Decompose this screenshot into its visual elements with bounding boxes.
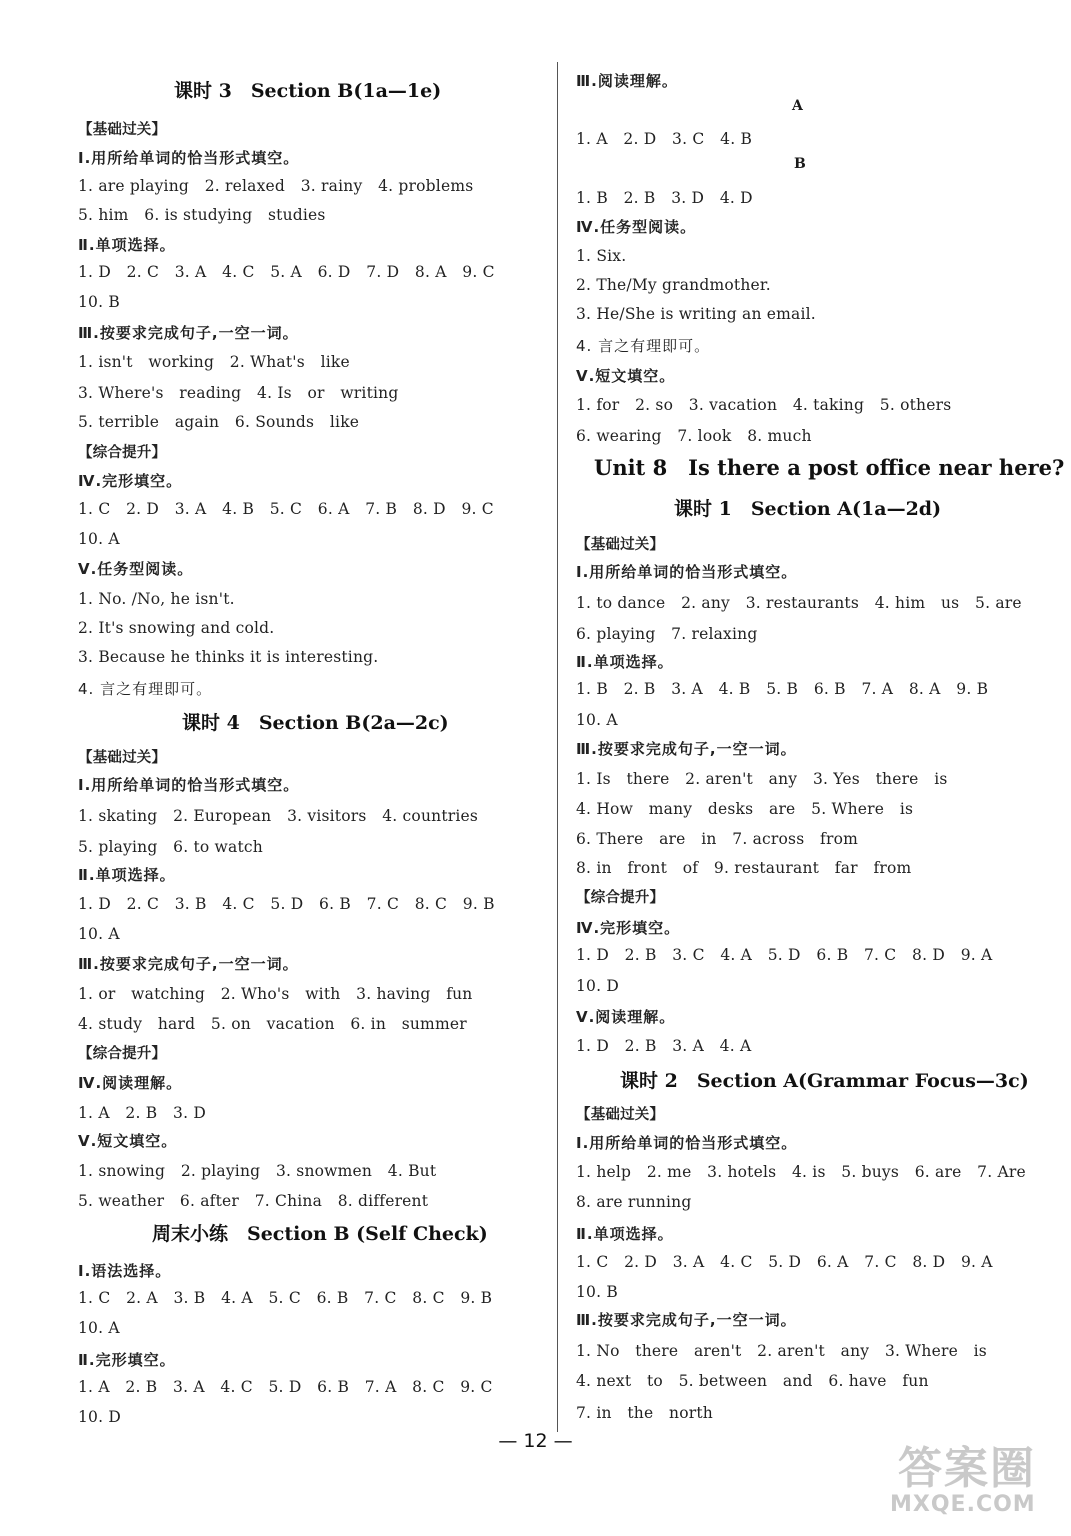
answer-line: 1. to dance 2. any 3. restaurants 4. him us 5. are	[576, 594, 1022, 612]
question-heading: Ⅰ.用所给单词的恰当形式填空。	[78, 149, 300, 167]
answer-line: 1. A 2. B 3. D	[78, 1104, 206, 1122]
passage-label: B	[794, 156, 806, 172]
section-tag: 【综合提升】	[576, 890, 665, 906]
answer-line: 1. or watching 2. Who's with 3. having fun	[78, 985, 473, 1003]
answer-line: 5. weather 6. after 7. China 8. different	[78, 1192, 429, 1210]
answer-line: 5. playing 6. to watch	[78, 838, 263, 856]
answer-line: 1. B 2. B 3. A 4. B 5. B 6. B 7. A 8. A 9. B	[576, 680, 989, 698]
question-heading: Ⅴ.阅读理解。	[576, 1008, 676, 1026]
answer-line: 10. A	[78, 530, 120, 548]
answer-line: 1. D 2. B 3. A 4. A	[576, 1037, 752, 1055]
answer-line: 5. him 6. is studying studies	[78, 206, 326, 224]
passage-label: A	[792, 98, 803, 114]
lesson-title: 课时 4 Section B(2a—2c)	[182, 712, 449, 734]
question-heading: Ⅰ.语法选择。	[78, 1262, 172, 1280]
page-number: — 12 —	[498, 1430, 573, 1452]
answer-line: 1. help 2. me 3. hotels 4. is 5. buys 6. are 7. Are	[576, 1163, 1026, 1181]
answer-line: 1. No. /No, he isn't.	[78, 590, 235, 608]
answer-line: 1. D 2. B 3. C 4. A 5. D 6. B 7. C 8. D 9. A	[576, 946, 993, 964]
answer-line: 6. wearing 7. look 8. much	[576, 427, 812, 445]
question-heading: Ⅲ.按要求完成句子,一空一词。	[78, 955, 299, 973]
question-heading: Ⅱ.单项选择。	[576, 653, 674, 671]
answer-line: 8. in front of 9. restaurant far from	[576, 859, 912, 877]
question-heading: Ⅱ.单项选择。	[576, 1225, 674, 1243]
question-heading: Ⅱ.完形填空。	[78, 1351, 176, 1369]
answer-line: 10. A	[78, 925, 120, 943]
answer-line: 6. There are in 7. across from	[576, 830, 859, 848]
question-heading: Ⅳ.任务型阅读。	[576, 218, 697, 236]
section-tag: 【基础过关】	[78, 750, 167, 766]
question-heading: Ⅲ.按要求完成句子,一空一词。	[576, 740, 797, 758]
question-heading: Ⅰ.用所给单词的恰当形式填空。	[78, 776, 300, 794]
answer-line: 1. Is there 2. aren't any 3. Yes there is	[576, 770, 948, 788]
answer-line: 6. playing 7. relaxing	[576, 625, 758, 643]
question-heading: Ⅳ.阅读理解。	[78, 1074, 183, 1092]
question-heading: Ⅳ.完形填空。	[576, 919, 681, 937]
question-heading: Ⅲ.阅读理解。	[576, 72, 678, 90]
answer-line: 1. D 2. C 3. B 4. C 5. D 6. B 7. C 8. C 9. B	[78, 895, 495, 913]
lesson-title: 课时 2 Section A(Grammar Focus—3c)	[620, 1070, 1029, 1092]
answer-line: 8. are running	[576, 1193, 692, 1211]
section-tag: 【基础过关】	[78, 122, 167, 138]
answer-line: 3. Because he thinks it is interesting.	[78, 648, 379, 666]
answer-line: 1. C 2. D 3. A 4. B 5. C 6. A 7. B 8. D 9. C	[78, 500, 494, 518]
section-tag: 【综合提升】	[78, 445, 167, 461]
answer-line: 1. snowing 2. playing 3. snowmen 4. But	[78, 1162, 437, 1180]
answer-line: 10. B	[78, 293, 120, 311]
column-divider	[557, 62, 558, 1432]
section-tag: 【基础过关】	[576, 1107, 665, 1123]
answer-line: 5. terrible again 6. Sounds like	[78, 413, 360, 431]
answer-line: 3. He/She is writing an email.	[576, 305, 816, 323]
lesson-title: 周末小练 Section B (Self Check)	[152, 1223, 488, 1245]
section-tag: 【基础过关】	[576, 537, 665, 553]
answer-line: 1. skating 2. European 3. visitors 4. countries	[78, 807, 479, 825]
answer-line: 3. Where's reading 4. Is or writing	[78, 384, 399, 402]
question-heading: Ⅴ.短文填空。	[576, 367, 676, 385]
answer-line: 1. for 2. so 3. vacation 4. taking 5. others	[576, 396, 952, 414]
watermark-text: 答案圈	[898, 1443, 1036, 1494]
lesson-title: 课时 1 Section A(1a—2d)	[674, 498, 942, 520]
answer-line: 10. D	[576, 977, 620, 995]
answer-line: 2. It's snowing and cold.	[78, 619, 275, 637]
answer-line: 1. A 2. B 3. A 4. C 5. D 6. B 7. A 8. C 9. C	[78, 1378, 493, 1396]
answer-line: 2. The/My grandmother.	[576, 276, 771, 294]
watermark-url: MXQE.COM	[890, 1492, 1036, 1517]
question-heading: Ⅱ.单项选择。	[78, 236, 176, 254]
watermark-logo	[890, 1430, 1060, 1530]
question-heading: Ⅱ.单项选择。	[78, 866, 176, 884]
answer-line: 7. in the north	[576, 1404, 713, 1422]
answer-line: 1. A 2. D 3. C 4. B	[576, 130, 753, 148]
section-tag: 【综合提升】	[78, 1046, 167, 1062]
answer-line: 1. isn't working 2. What's like	[78, 353, 350, 371]
lesson-title: 课时 3 Section B(1a—1e)	[174, 80, 442, 102]
unit-title: Unit 8 Is there a post office near here?	[594, 455, 1065, 480]
answer-line: 1. are playing 2. relaxed 3. rainy 4. problems	[78, 177, 474, 195]
question-heading: Ⅰ.用所给单词的恰当形式填空。	[576, 1134, 798, 1152]
answer-line: 10. D	[78, 1408, 122, 1426]
answer-line: 4. study hard 5. on vacation 6. in summer	[78, 1015, 467, 1033]
answer-line: 4. next to 5. between and 6. have fun	[576, 1372, 929, 1390]
answer-line: 10. A	[78, 1319, 120, 1337]
answer-line: 1. D 2. C 3. A 4. C 5. A 6. D 7. D 8. A 9. C	[78, 263, 495, 281]
answer-line: 10. B	[576, 1283, 618, 1301]
answer-line: 10. A	[576, 711, 618, 729]
answer-line: 1. B 2. B 3. D 4. D	[576, 189, 753, 207]
question-heading: Ⅴ.短文填空。	[78, 1132, 178, 1150]
question-heading: Ⅲ.按要求完成句子,一空一词。	[576, 1311, 797, 1329]
answer-line: 4. 言之有理即可。	[78, 680, 213, 698]
answer-line: 1. No there aren't 2. aren't any 3. Where is	[576, 1342, 987, 1360]
question-heading: Ⅲ.按要求完成句子,一空一词。	[78, 324, 299, 342]
answer-line: 4. 言之有理即可。	[576, 337, 711, 355]
answer-line: 4. How many desks are 5. Where is	[576, 800, 914, 818]
answer-line: 1. C 2. A 3. B 4. A 5. C 6. B 7. C 8. C 9. B	[78, 1289, 493, 1307]
question-heading: Ⅴ.任务型阅读。	[78, 560, 194, 578]
answer-line: 1. C 2. D 3. A 4. C 5. D 6. A 7. C 8. D 9. A	[576, 1253, 993, 1271]
answer-line: 1. Six.	[576, 247, 627, 265]
question-heading: Ⅳ.完形填空。	[78, 472, 183, 490]
question-heading: Ⅰ.用所给单词的恰当形式填空。	[576, 563, 798, 581]
